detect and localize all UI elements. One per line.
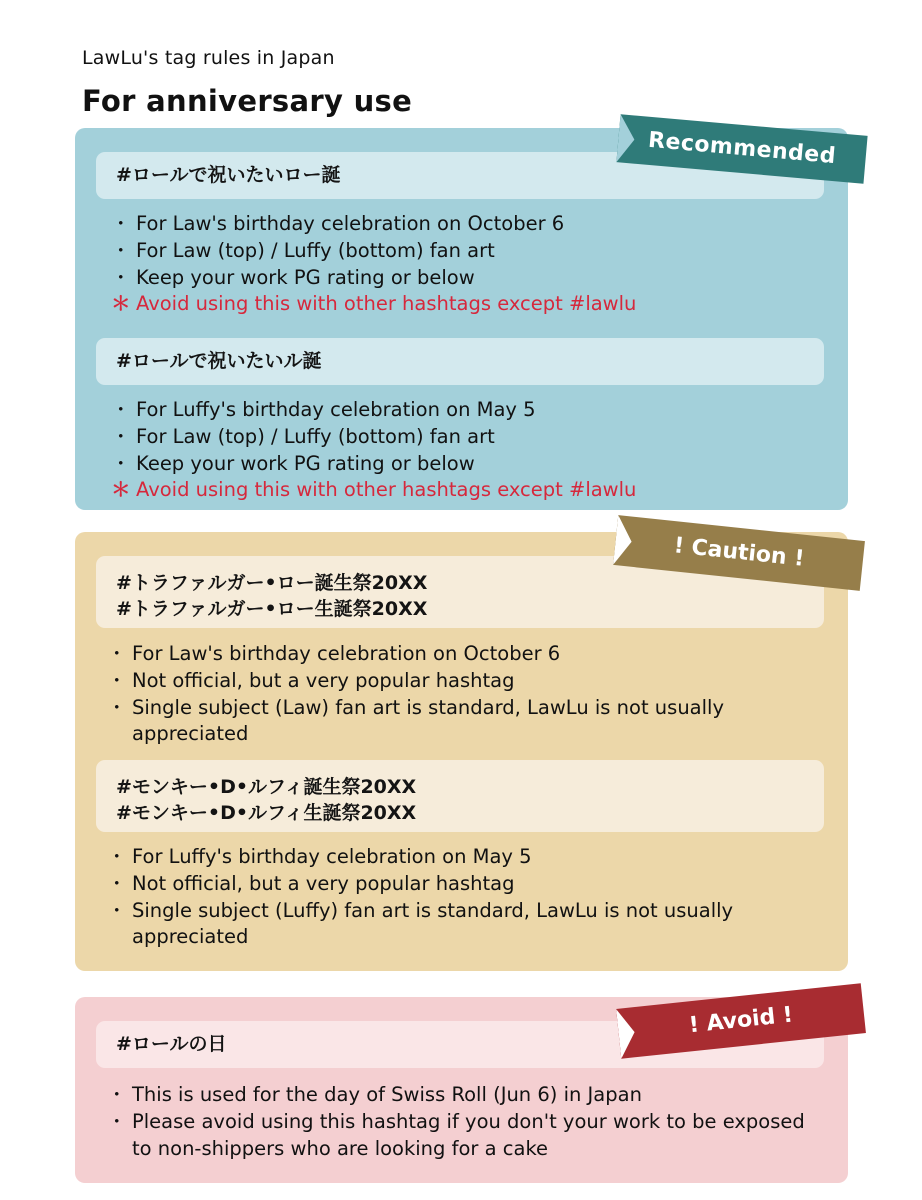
luffy-birthday-rules — [111, 397, 636, 504]
list-item: ・ Single subject (Luffy) fan art is standard, LawLu is not usually appreciated — [107, 898, 734, 949]
law-unofficial-tag: #トラファルガー•ロー生誕祭20XX — [116, 598, 428, 620]
warning-note: ＊ Avoid using this with other hashtags except #lawlu — [111, 478, 637, 502]
list-item: ・ This is used for the day of Swiss Roll (Jun 6) in Japan — [107, 1083, 642, 1106]
list-item: ・ Keep your work PG rating or below — [111, 265, 475, 289]
avoid-ribbon-label: ! Avoid ! — [687, 1002, 795, 1039]
list-item: ・ For Law (top) / Luffy (bottom) fan art — [111, 238, 495, 262]
law-birthday-tag: #ロールで祝いたいロー誕 — [116, 164, 341, 186]
list-item: ・ Single subject (Law) fan art is standard, LawLu is not usually appreciated — [107, 695, 724, 746]
law-unofficial-rules — [107, 641, 807, 748]
list-item: ・ Not official, but a very popular hashtag — [107, 668, 515, 692]
luffy-birthday-tag: #ロールで祝いたいル誕 — [116, 350, 322, 372]
law-unofficial-tag: #トラファルガー•ロー誕生祭20XX — [116, 572, 428, 594]
list-item: ・ Please avoid using this hashtag if you don't your work to be exposed to non-shippers who are looking for a cake — [107, 1109, 805, 1160]
luffy-birthday-tag-box — [96, 338, 824, 385]
warning-note: ＊ Avoid using this with other hashtags except #lawlu — [111, 292, 637, 316]
luffy-unofficial-rules — [107, 844, 807, 951]
list-item: ・ Keep your work PG rating or below — [111, 451, 475, 475]
list-item: ・ For Luffy's birthday celebration on May 5 — [107, 845, 532, 868]
swiss-roll-tag: #ロールの日 — [116, 1033, 227, 1055]
list-item: ・ For Law (top) / Luffy (bottom) fan art — [111, 424, 495, 448]
list-item: ・ Not official, but a very popular hashtag — [107, 871, 515, 895]
recommended-ribbon-label: Recommended — [647, 127, 837, 170]
law-birthday-rules — [111, 211, 636, 318]
luffy-unofficial-tag: #モンキー•D•ルフィ生誕祭20XX — [116, 802, 417, 824]
luffy-unofficial-tag: #モンキー•D•ルフィ誕生祭20XX — [116, 776, 417, 798]
list-item: ・ For Law's birthday celebration on October 6 — [111, 212, 565, 235]
page-title: For anniversary use — [82, 84, 413, 118]
luffy-unofficial-tags-box — [96, 760, 824, 832]
page-subtitle: LawLu's tag rules in Japan — [82, 47, 335, 69]
caution-ribbon-label: ! Caution ! — [672, 533, 806, 572]
list-item: ・ For Law's birthday celebration on October 6 — [107, 642, 561, 665]
list-item: ・ For Luffy's birthday celebration on May 5 — [111, 398, 536, 421]
swiss-roll-rules — [107, 1082, 807, 1162]
